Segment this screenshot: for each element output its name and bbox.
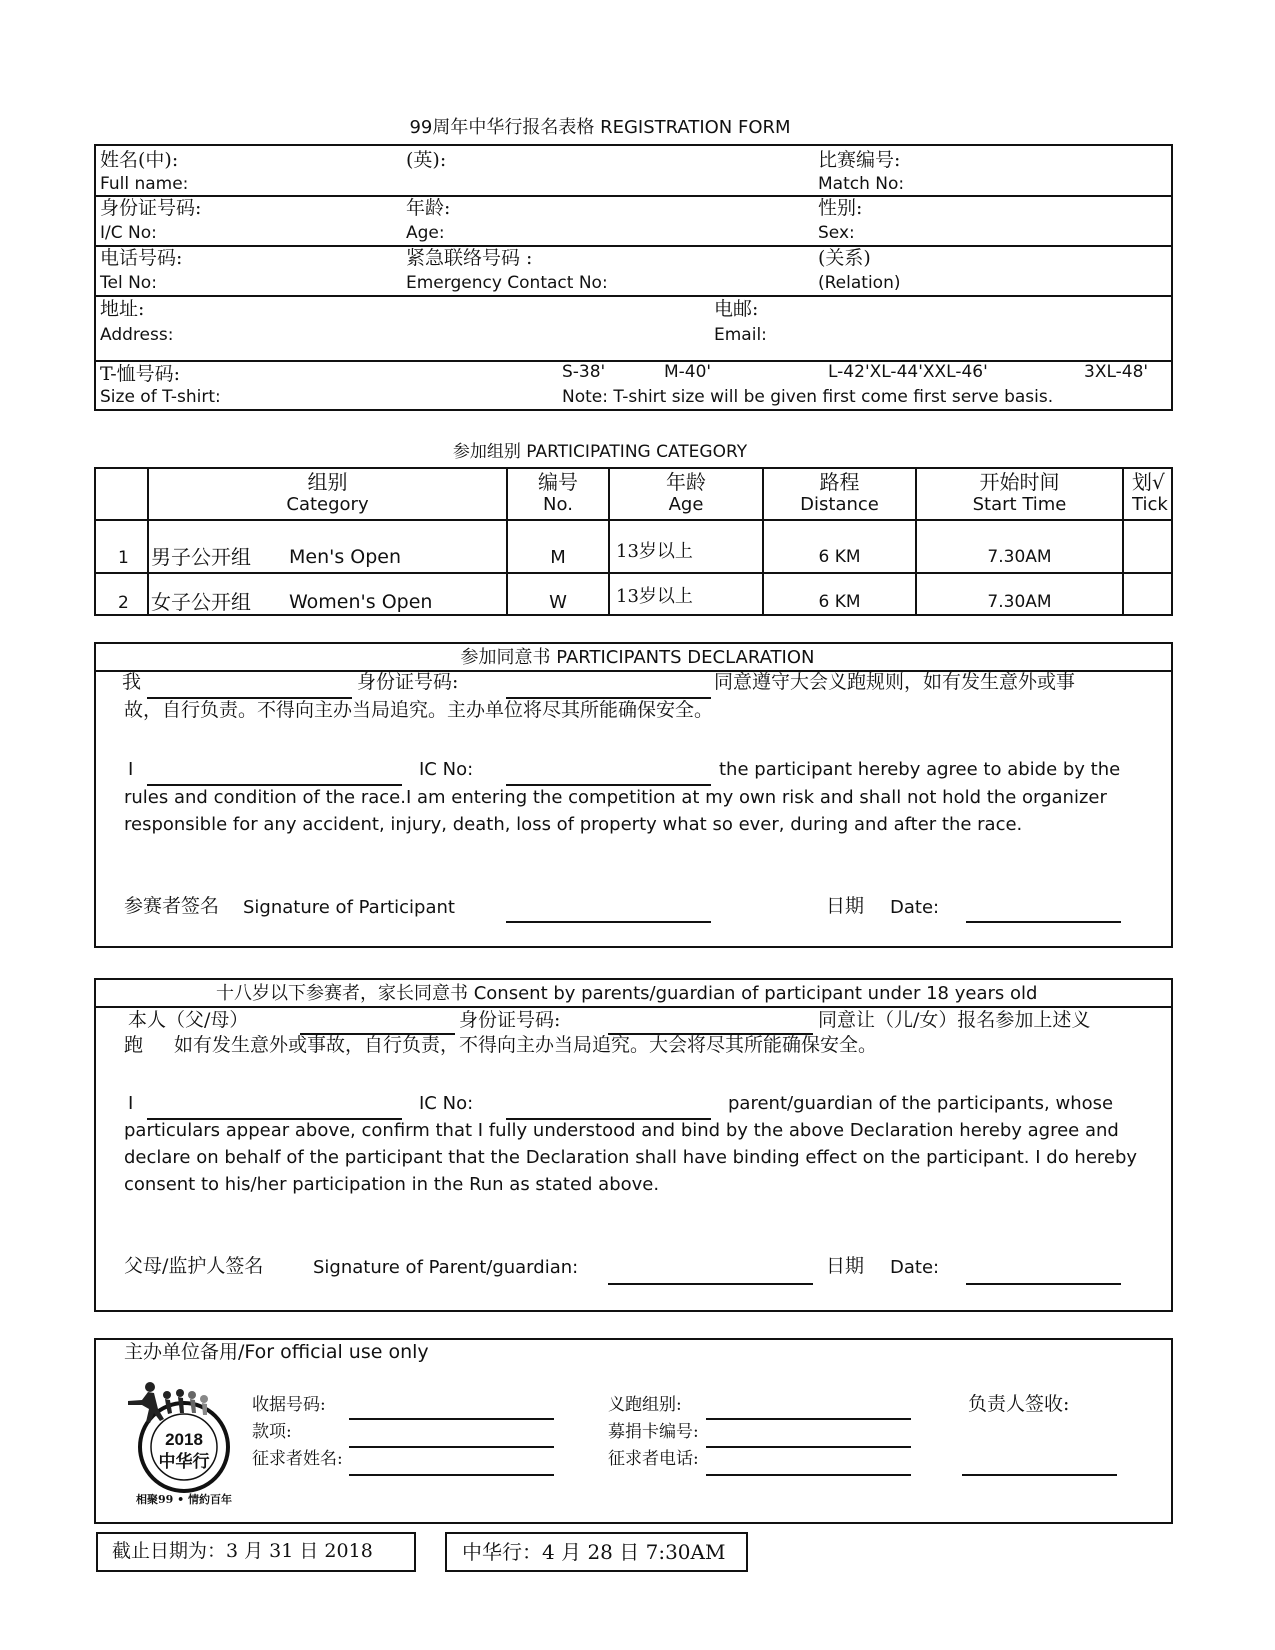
decl-sign-en: Signature of Participant <box>243 897 455 918</box>
decl-ic-cn: 身份证号码: <box>357 671 459 693</box>
solicitor-name-label: 征求者姓名: <box>252 1449 343 1469</box>
personal-info-section <box>94 144 1173 411</box>
header-start-time-cn: 开始时间 <box>979 470 1060 494</box>
official-title: 主办单位备用/For official use only <box>124 1341 429 1363</box>
match-no-cn-label: 比赛编号: <box>818 149 901 171</box>
tel-cn-label: 电话号码: <box>100 247 183 269</box>
match-no-label[interactable]: Match No: <box>818 174 905 194</box>
decl-para-1: rules and condition of the race.I am entering the competition at my own risk and shall not hold the organizer <box>124 787 1107 808</box>
decl-agree-en: the participant hereby agree to abide by the <box>719 759 1121 780</box>
size-s-option[interactable]: S-38' <box>562 362 606 382</box>
tel-label[interactable]: Tel No: <box>100 273 157 293</box>
tick-cell-womens-open[interactable] <box>1124 574 1172 614</box>
participant-signature-field[interactable] <box>506 921 711 923</box>
decl-wo: 我 <box>122 671 142 693</box>
deadline-text: 截止日期为：3 月 31 日 2018 <box>112 1540 373 1562</box>
guardian-signature-field[interactable] <box>608 1283 813 1285</box>
sex-cn-label: 性别: <box>818 197 863 219</box>
runner-logo-icon <box>120 1375 248 1510</box>
consent-date-cn: 日期 <box>826 1255 865 1277</box>
decl-agree-cn: 同意遵守大会义跑规则，如有发生意外或事 <box>714 671 1076 693</box>
header-age-cn: 年龄 <box>666 470 706 494</box>
emergency-label[interactable]: Emergency Contact No: <box>406 273 608 293</box>
emergency-cn-label: 紧急联络号码 : <box>406 247 533 269</box>
consent-ic-cn: 身份证号码: <box>459 1009 561 1031</box>
decl-ic-blank-en[interactable] <box>506 784 711 786</box>
relation-label[interactable]: (Relation) <box>818 273 901 293</box>
tshirt-label: Size of T-shirt: <box>100 387 221 407</box>
decl-i: I <box>128 759 134 780</box>
category-title: 参加组别 PARTICIPATING CATEGORY <box>452 442 748 462</box>
decl-sign-cn: 参赛者签名 <box>124 895 220 917</box>
address-label[interactable]: Address: <box>100 325 174 345</box>
solicitor-phone-field[interactable] <box>706 1474 911 1476</box>
consent-sign-cn: 父母/监护人签名 <box>124 1255 264 1277</box>
consent-pao: 跑 <box>124 1034 144 1056</box>
amount-label: 款项: <box>252 1422 292 1442</box>
name-cn-label: 姓名(中): <box>100 149 179 171</box>
consent-date-en: Date: <box>890 1257 940 1278</box>
amount-field[interactable] <box>349 1446 554 1448</box>
row-category-cn: 男子公开组 <box>151 545 251 569</box>
ic-cn-label: 身份证号码: <box>100 197 202 219</box>
row-index: 2 <box>118 593 129 613</box>
relation-cn-label: (关系) <box>818 247 871 269</box>
header-distance-cn: 路程 <box>819 470 860 494</box>
address-cn-label: 地址: <box>100 298 145 320</box>
event-date-text: 中华行：4 月 28 日 7:30AM <box>462 1540 726 1564</box>
consent-para-3: consent to his/her participation in the Run as stated above. <box>124 1174 660 1195</box>
decl-date-en: Date: <box>890 897 940 918</box>
sex-label[interactable]: Sex: <box>818 223 855 243</box>
logo-year: 2018 <box>165 1430 203 1449</box>
ic-label[interactable]: I/C No: <box>100 223 157 243</box>
logo-name: 中华行 <box>158 1452 210 1472</box>
form-title: 99周年中华行报名表格 REGISTRATION FORM <box>409 117 791 138</box>
header-tick-en: Tick <box>1132 495 1168 515</box>
participant-date-field[interactable] <box>966 921 1121 923</box>
header-no-en: No. <box>543 494 573 515</box>
decl-date-cn: 日期 <box>826 895 865 917</box>
header-start-time-en: Start Time <box>972 494 1067 515</box>
receipt-no-label: 收据号码: <box>252 1395 326 1415</box>
logo-slogan: 相聚99 • 情約百年 <box>136 1493 232 1506</box>
donation-card-field[interactable] <box>706 1446 911 1448</box>
header-no-cn: 编号 <box>538 470 578 494</box>
declaration-title: 参加同意书 PARTICIPANTS DECLARATION <box>460 647 815 668</box>
decl-para-2: responsible for any accident, injury, death, loss of property what so ever, during and after the race. <box>124 814 1023 835</box>
row-age: 13岁以上 <box>616 586 693 607</box>
header-age-en: Age <box>668 494 704 515</box>
row-category-en: Men's Open <box>289 546 402 568</box>
row-start-time: 7.30AM <box>987 547 1052 567</box>
guardian-date-field[interactable] <box>966 1283 1121 1285</box>
run-group-field[interactable] <box>706 1418 911 1420</box>
email-label[interactable]: Email: <box>714 325 767 345</box>
solicitor-name-field[interactable] <box>349 1474 554 1476</box>
consent-para-1: particulars appear above, confirm that I fully understood and bind by the above Declaration hereby agree and <box>124 1120 1119 1141</box>
tshirt-cn-label: T-恤号码: <box>100 363 181 385</box>
row-start-time: 7.30AM <box>987 592 1052 612</box>
tshirt-note: Note: T-shirt size will be given first come first serve basis. <box>562 387 1054 407</box>
consent-self-cn: 本人（父/母） <box>128 1009 249 1031</box>
consent-agree-en: parent/guardian of the participants, whose <box>728 1093 1114 1114</box>
size-l-xl-xxl-option[interactable]: L-42'XL-44'XXL-46' <box>828 362 988 382</box>
signed-by-field[interactable] <box>962 1474 1117 1476</box>
consent-ic-no: IC No: <box>419 1093 474 1114</box>
decl-line2-cn: 故，自行负责。不得向主办当局追究。主办单位将尽其所能确保安全。 <box>124 699 714 721</box>
receipt-no-field[interactable] <box>349 1418 554 1420</box>
decl-ic-no: IC No: <box>419 759 474 780</box>
row-distance: 6 KM <box>818 547 861 567</box>
header-distance-en: Distance <box>800 494 879 515</box>
age-label[interactable]: Age: <box>406 223 445 243</box>
solicitor-phone-label: 征求者电话: <box>608 1449 699 1469</box>
consent-title: 十八岁以下参赛者，家长同意书 Consent by parents/guardian of participant under 18 years old <box>216 983 1038 1004</box>
row-no: M <box>550 547 566 568</box>
signed-by-label: 负责人签收: <box>968 1393 1070 1415</box>
row-distance: 6 KM <box>818 592 861 612</box>
run-group-label: 义跑组别: <box>608 1395 682 1415</box>
consent-para-2: declare on behalf of the participant that the Declaration shall have binding effect on the participant. I do hereby <box>124 1147 1138 1168</box>
age-cn-label: 年龄: <box>406 197 451 219</box>
full-name-label[interactable]: Full name: <box>100 174 189 194</box>
decl-name-blank-en[interactable] <box>147 784 402 786</box>
row-category-cn: 女子公开组 <box>151 590 251 614</box>
consent-i: I <box>128 1093 134 1114</box>
donation-card-label: 募捐卡编号: <box>608 1422 699 1442</box>
consent-agree-cn: 同意让（儿/女）报名参加上述义 <box>818 1009 1091 1031</box>
row-index: 1 <box>118 548 129 568</box>
tick-cell-mens-open[interactable] <box>1124 521 1172 571</box>
row-age: 13岁以上 <box>616 541 693 562</box>
consent-sign-en: Signature of Parent/guardian: <box>313 1257 579 1278</box>
header-category-en: Category <box>286 494 369 515</box>
row-no: W <box>549 592 567 613</box>
email-cn-label: 电邮: <box>714 298 759 320</box>
header-tick-cn: 划√ <box>1132 471 1165 494</box>
consent-line2-cn: 如有发生意外或事故，自行负责，不得向主办当局追究。大会将尽其所能确保安全。 <box>174 1034 878 1056</box>
row-category-en: Women's Open <box>289 591 433 613</box>
size-3xl-option[interactable]: 3XL-48' <box>1084 362 1149 382</box>
name-en-cn-label[interactable]: (英): <box>406 149 447 171</box>
size-m-option[interactable]: M-40' <box>664 362 712 382</box>
event-logo <box>120 1375 248 1510</box>
header-category-cn: 组别 <box>307 470 348 494</box>
